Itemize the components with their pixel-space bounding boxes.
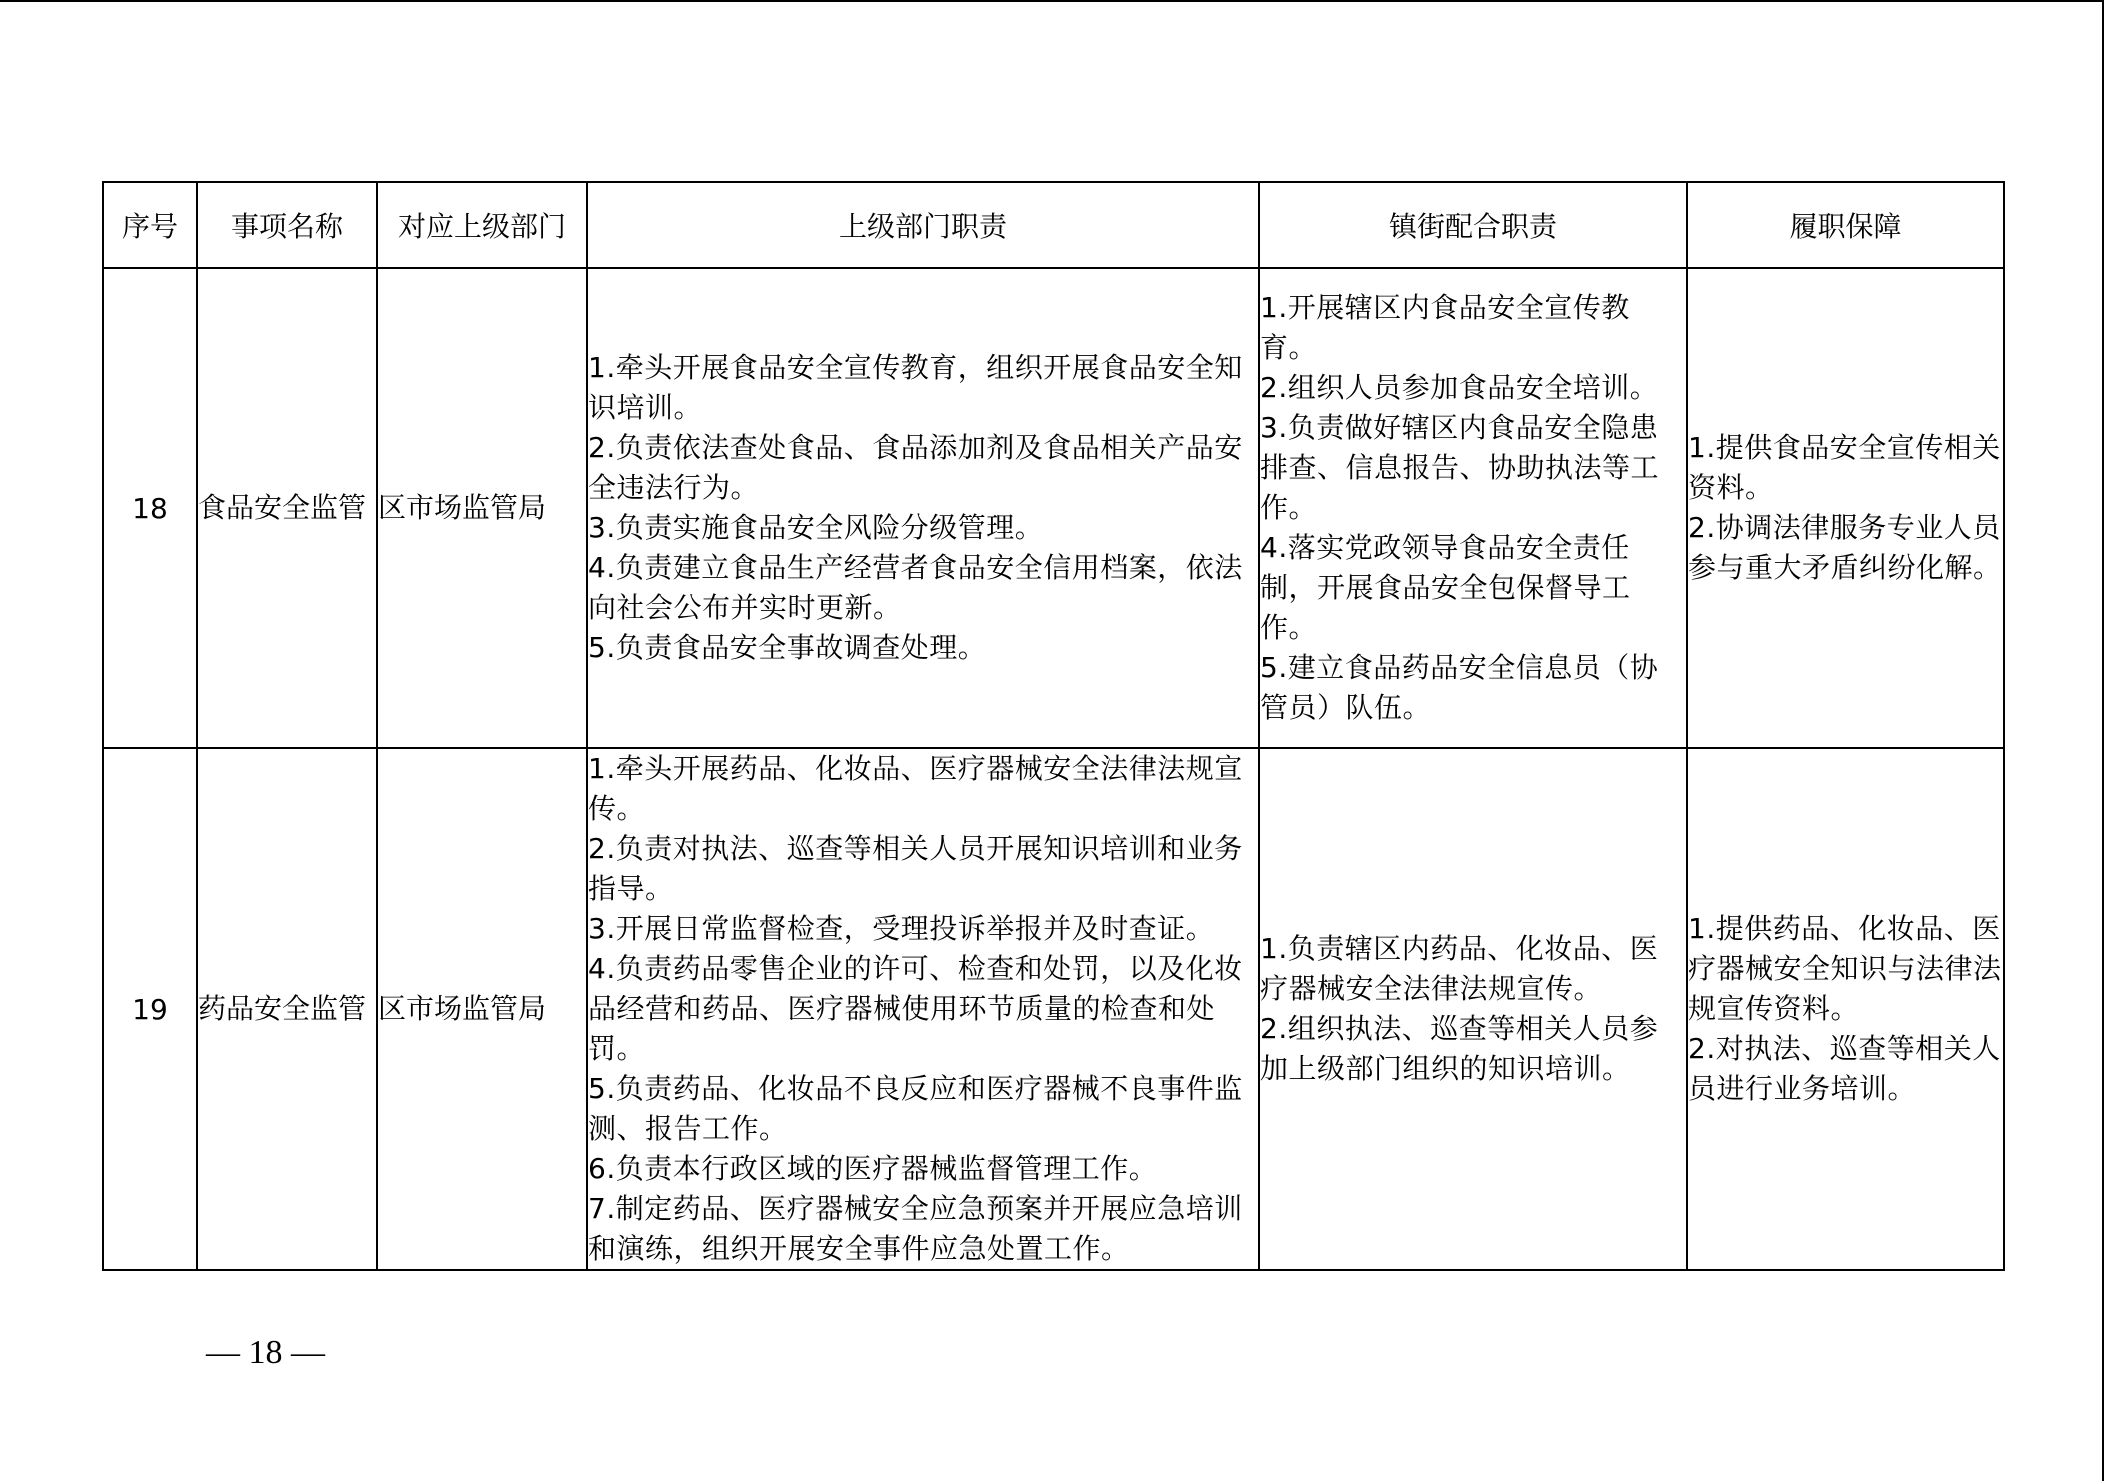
- header-town-duties: 镇街配合职责: [1259, 182, 1687, 268]
- row-guarantee: [1687, 268, 2004, 748]
- list-item: 7.制定药品、医疗器械安全应急预案并开展应急培训和演练，组织开展安全事件应急处置工作。: [588, 1192, 1243, 1265]
- row-guarantee: [1687, 748, 2004, 1270]
- list-item: 2.组织执法、巡查等相关人员参加上级部门组织的知识培训。: [1260, 1012, 1659, 1085]
- list-item: 2.协调法律服务专业人员参与重大矛盾纠纷化解。: [1688, 511, 2002, 584]
- upper-duties-list: [588, 348, 1258, 668]
- header-item-name: 事项名称: [197, 182, 377, 268]
- page-top-border: [0, 0, 2104, 2]
- list-item: 2.组织人员参加食品安全培训。: [1260, 371, 1659, 404]
- row-seq: 19: [103, 748, 197, 1270]
- list-item: 3.开展日常监督检查，受理投诉举报并及时查证。: [588, 912, 1215, 945]
- list-item: 5.建立食品药品安全信息员（协管员）队伍。: [1260, 651, 1659, 724]
- guarantee-list: [1688, 909, 2003, 1109]
- row-town-duties: [1259, 748, 1687, 1270]
- list-item: 1.牵头开展药品、化妆品、医疗器械安全法律法规宣传。: [588, 752, 1243, 825]
- list-item: 5.负责食品安全事故调查处理。: [588, 631, 987, 664]
- row-town-duties: [1259, 268, 1687, 748]
- header-dept: 对应上级部门: [377, 182, 587, 268]
- list-item: 1.提供食品安全宣传相关资料。: [1688, 431, 2001, 504]
- list-item: 2.负责依法查处食品、食品添加剂及食品相关产品安全违法行为。: [588, 431, 1243, 504]
- row-item-name: 食品安全监管: [197, 268, 377, 748]
- table-row: [103, 268, 2004, 748]
- list-item: 2.负责对执法、巡查等相关人员开展知识培训和业务指导。: [588, 832, 1243, 905]
- duty-list-table: [102, 181, 2005, 1271]
- list-item: 2.对执法、巡查等相关人员进行业务培训。: [1688, 1032, 2001, 1105]
- list-item: 5.负责药品、化妆品不良反应和医疗器械不良事件监测、报告工作。: [588, 1072, 1243, 1145]
- upper-duties-list: [588, 749, 1258, 1269]
- list-item: 4.落实党政领导食品安全责任制，开展食品安全包保督导工作。: [1260, 531, 1631, 644]
- table-row: [103, 748, 2004, 1270]
- table-header-row: [103, 182, 2004, 268]
- list-item: 3.负责实施食品安全风险分级管理。: [588, 511, 1044, 544]
- header-guarantee: 履职保障: [1687, 182, 2004, 268]
- town-duties-list: [1260, 929, 1686, 1089]
- row-item-name: 药品安全监管: [197, 748, 377, 1270]
- guarantee-list: [1688, 428, 2003, 588]
- header-upper-duties: 上级部门职责: [587, 182, 1259, 268]
- list-item: 6.负责本行政区域的医疗器械监督管理工作。: [588, 1152, 1158, 1185]
- town-duties-list: [1260, 288, 1686, 728]
- header-seq: 序号: [103, 182, 197, 268]
- list-item: 1.开展辖区内食品安全宣传教育。: [1260, 291, 1630, 364]
- list-item: 1.提供药品、化妆品、医疗器械安全知识与法律法规宣传资料。: [1688, 912, 2002, 1025]
- page-number: — 18 —: [206, 1334, 325, 1371]
- row-seq: 18: [103, 268, 197, 748]
- list-item: 1.牵头开展食品安全宣传教育，组织开展食品安全知识培训。: [588, 351, 1243, 424]
- row-upper-duties: [587, 748, 1259, 1270]
- row-upper-duties: [587, 268, 1259, 748]
- list-item: 4.负责药品零售企业的许可、检查和处罚，以及化妆品经营和药品、医疗器械使用环节质量的检查和处罚。: [588, 952, 1243, 1065]
- row-dept: 区市场监管局: [377, 268, 587, 748]
- row-dept: 区市场监管局: [377, 748, 587, 1270]
- list-item: 1.负责辖区内药品、化妆品、医疗器械安全法律法规宣传。: [1260, 932, 1659, 1005]
- list-item: 3.负责做好辖区内食品安全隐患排查、信息报告、协助执法等工作。: [1260, 411, 1660, 524]
- list-item: 4.负责建立食品生产经营者食品安全信用档案，依法向社会公布并实时更新。: [588, 551, 1243, 624]
